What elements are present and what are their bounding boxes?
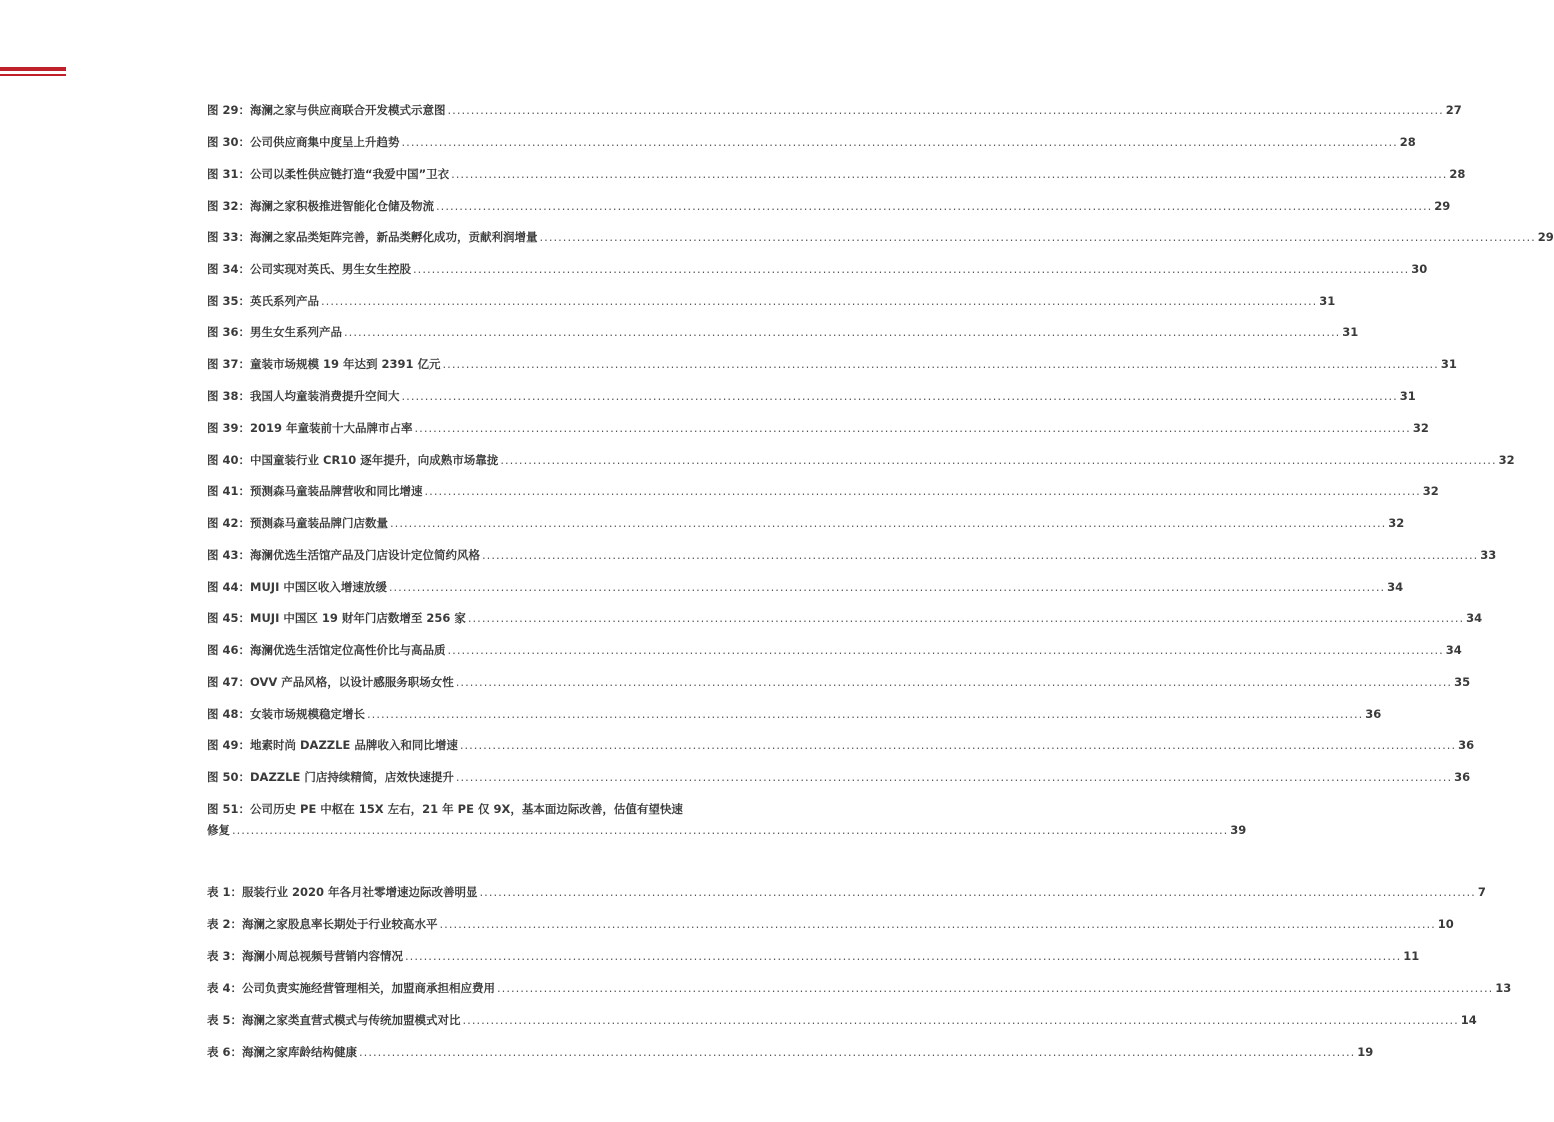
toc-entry-figure-37[interactable] [207, 356, 1457, 372]
toc-entry-page: 34 [1445, 643, 1462, 657]
toc-entry-table-1[interactable] [207, 884, 1486, 900]
toc-entry-title: 表 1：服装行业 2020 年各月社零增速边际改善明显 [207, 885, 478, 899]
dot-leader [402, 134, 1398, 150]
toc-entry-figure-30[interactable] [207, 134, 1416, 150]
toc-entry-page: 29 [1537, 230, 1554, 244]
toc-entry-figure-33[interactable] [207, 229, 1554, 245]
dot-leader [440, 916, 1436, 932]
dot-leader [415, 420, 1411, 436]
toc-entry-title: 图 49：地素时尚 DAZZLE 品牌收入和同比增速 [207, 738, 458, 752]
toc-entry-page: 36 [1365, 707, 1382, 721]
dot-leader [463, 1012, 1459, 1028]
toc-entry-figure-48[interactable] [207, 706, 1382, 722]
dot-leader [232, 822, 1228, 838]
toc-entry-page: 29 [1434, 199, 1451, 213]
toc-entry-figure-35[interactable] [207, 293, 1336, 309]
dot-leader [425, 483, 1421, 499]
toc-entry-page: 34 [1387, 580, 1404, 594]
toc-entry-title: 图 31：公司以柔性供应链打造“我爱中国”卫衣 [207, 167, 450, 181]
toc-entry-table-5[interactable] [207, 1012, 1477, 1028]
toc-entry-figure-39[interactable] [207, 420, 1429, 436]
toc-entry-title: 图 46：海澜优选生活馆定位高性价比与高品质 [207, 643, 446, 657]
toc-entry-page: 32 [1422, 484, 1439, 498]
dot-leader [413, 261, 1409, 277]
dot-leader [448, 102, 1444, 118]
dot-leader [451, 166, 1447, 182]
toc-entry-title: 图 39：2019 年童装前十大品牌市占率 [207, 421, 413, 435]
toc-entry-page: 31 [1342, 325, 1359, 339]
toc-entry-title: 图 50：DAZZLE 门店持续精简，店效快速提升 [207, 770, 454, 784]
toc-entry-page: 33 [1480, 548, 1497, 562]
toc-entry-page: 32 [1498, 453, 1515, 467]
dot-leader [468, 610, 1464, 626]
toc-entry-title: 图 32：海澜之家积极推进智能化仓储及物流 [207, 199, 435, 213]
dot-leader [480, 884, 1476, 900]
toc-entry-figure-38[interactable] [207, 388, 1416, 404]
dot-leader [367, 706, 1363, 722]
dot-leader [390, 515, 1386, 531]
dot-leader [456, 769, 1452, 785]
toc-entry-table-2[interactable] [207, 916, 1454, 932]
toc-entry-title-continued: 修复 [207, 823, 230, 837]
toc-entry-figure-46[interactable] [207, 642, 1462, 658]
toc-entry-page: 7 [1477, 885, 1486, 899]
toc-entry-figure-43[interactable] [207, 547, 1497, 563]
dot-leader [456, 674, 1452, 690]
toc-entry-page: 35 [1454, 675, 1471, 689]
dot-leader [405, 948, 1401, 964]
toc-entry-page: 28 [1399, 135, 1416, 149]
toc-entry-title: 图 29：海澜之家与供应商联合开发模式示意图 [207, 103, 446, 117]
toc-entry-figure-42[interactable] [207, 515, 1405, 531]
toc-entry-figure-44[interactable] [207, 579, 1404, 595]
toc-entry-title: 图 48：女装市场规模稳定增长 [207, 707, 366, 721]
toc-entry-figure-49[interactable] [207, 737, 1475, 753]
toc-entry-figure-29[interactable] [207, 102, 1462, 118]
toc-entry-title: 图 30：公司供应商集中度呈上升趋势 [207, 135, 400, 149]
toc-entry-title: 表 2：海澜之家股息率长期处于行业较高水平 [207, 917, 438, 931]
toc-entry-title: 图 43：海澜优选生活馆产品及门店设计定位简约风格 [207, 548, 481, 562]
dot-leader [448, 642, 1444, 658]
toc-entry-title: 图 38：我国人均童装消费提升空间大 [207, 389, 400, 403]
toc-entry-figure-34[interactable] [207, 261, 1428, 277]
dot-leader [500, 452, 1496, 468]
toc-entry-title: 表 3：海澜小周总视频号营销内容情况 [207, 949, 404, 963]
toc-entry-page: 36 [1458, 738, 1475, 752]
toc-entry-page: 36 [1454, 770, 1471, 784]
dot-leader [321, 293, 1317, 309]
dot-leader [460, 737, 1456, 753]
toc-entry-page: 28 [1449, 167, 1466, 181]
toc-entry-page: 32 [1412, 421, 1429, 435]
toc-entry-page: 31 [1440, 357, 1457, 371]
toc-entry-page: 34 [1466, 611, 1483, 625]
toc-entry-page: 13 [1495, 981, 1512, 995]
toc-entry-table-4[interactable] [207, 980, 1512, 996]
dot-leader [443, 356, 1439, 372]
toc-entry-table-6[interactable] [207, 1044, 1374, 1060]
toc-entry-title: 图 44：MUJI 中国区收入增速放缓 [207, 580, 387, 594]
toc-entry-figure-50[interactable] [207, 769, 1471, 785]
dot-leader [402, 388, 1398, 404]
toc-entry-title: 表 6：海澜之家库龄结构健康 [207, 1045, 358, 1059]
toc-entry-title: 图 41：预测森马童装品牌营收和同比增速 [207, 484, 423, 498]
toc-entry-page: 27 [1445, 103, 1462, 117]
toc-entry-figure-45[interactable] [207, 610, 1483, 626]
toc-entry-figure-47[interactable] [207, 674, 1471, 690]
toc-entry-figure-40[interactable] [207, 452, 1515, 468]
dot-leader [436, 198, 1432, 214]
header-accent-bar [0, 67, 66, 71]
toc-entry-title: 图 40：中国童装行业 CR10 逐年提升，向成熟市场靠拢 [207, 453, 499, 467]
toc-entry-title: 图 36：男生女生系列产品 [207, 325, 343, 339]
toc-entry-page: 32 [1388, 516, 1405, 530]
toc-entry-title: 图 37：童装市场规模 19 年达到 2391 亿元 [207, 357, 441, 371]
toc-entry-title: 图 51：公司历史 PE 中枢在 15X 左右，21 年 PE 仅 9X，基本面边际改善，估值有望快速 [207, 802, 683, 816]
toc-entry-page: 19 [1357, 1045, 1374, 1059]
dot-leader [344, 324, 1340, 340]
dot-leader [497, 980, 1493, 996]
toc-entry-page: 14 [1460, 1013, 1477, 1027]
toc-entry-page: 10 [1437, 917, 1454, 931]
dot-leader [540, 229, 1536, 245]
toc-entry-title: 图 42：预测森马童装品牌门店数量 [207, 516, 389, 530]
toc-entry-figure-36[interactable] [207, 324, 1359, 340]
toc-entry-title: 表 4：公司负责实施经营管理相关，加盟商承担相应费用 [207, 981, 496, 995]
toc-entry-figure-32[interactable] [207, 198, 1451, 214]
toc-entry-title: 表 5：海澜之家类直营式模式与传统加盟模式对比 [207, 1013, 461, 1027]
toc-entry-table-3[interactable] [207, 948, 1420, 964]
toc-entry-title: 图 47：OVV 产品风格，以设计感服务职场女性 [207, 675, 454, 689]
toc-entry-page: 31 [1399, 389, 1416, 403]
toc-entry-figure-51[interactable] [207, 801, 1247, 838]
toc-entry-title: 图 35：英氏系列产品 [207, 294, 320, 308]
header-accent-line [0, 74, 66, 76]
dot-leader [389, 579, 1385, 595]
toc-entry-page: 31 [1319, 294, 1336, 308]
toc-entry-page: 39 [1230, 823, 1247, 837]
toc-entry-title: 图 33：海澜之家品类矩阵完善，新品类孵化成功，贡献利润增量 [207, 230, 538, 244]
dot-leader [482, 547, 1478, 563]
toc-entry-page: 11 [1403, 949, 1420, 963]
toc-entry-title: 图 34：公司实现对英氏、男生女生控股 [207, 262, 412, 276]
toc-entry-figure-41[interactable] [207, 483, 1439, 499]
dot-leader [359, 1044, 1355, 1060]
toc-entry-title: 图 45：MUJI 中国区 19 财年门店数增至 256 家 [207, 611, 466, 625]
toc-entry-figure-31[interactable] [207, 166, 1466, 182]
toc-entry-page: 30 [1411, 262, 1428, 276]
